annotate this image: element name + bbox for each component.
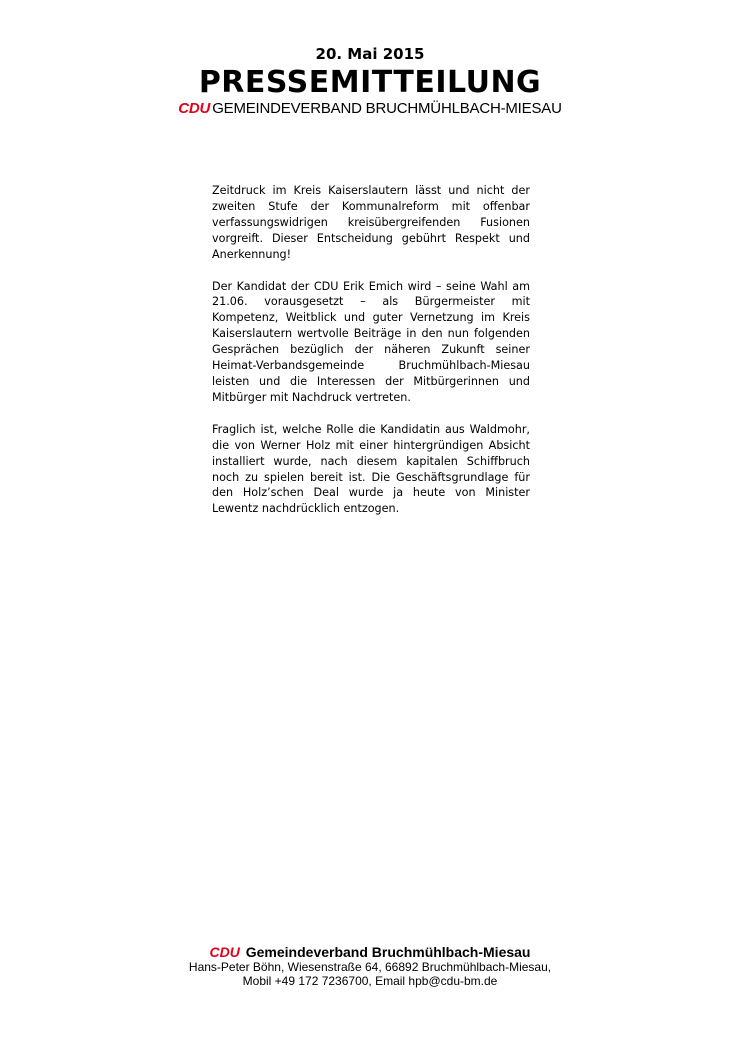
release-date: 20. Mai 2015 <box>315 45 425 63</box>
footer-organization-line <box>0 944 740 961</box>
footer-address: Hans-Peter Böhn, Wiesenstraße 64, 66892 Bruchmühlbach-Miesau, <box>188 960 552 974</box>
footer-contact: Mobil +49 172 7236700, Email hpb@cdu-bm.de <box>242 973 498 988</box>
cdu-logo-text: CDU <box>178 100 211 117</box>
header-organization-name: GEMEINDEVERBAND BRUCHMÜHLBACH-MIESAU <box>212 100 562 117</box>
body-paragraph-3: Fraglich ist, welche Rolle die Kandidatin aus Waldmohr, die von Werner Holz mit einer hintergründigen Absicht installiert wurde, nach diesem kapitalen Schiffbruch noch zu spielen bereit ist. Die Geschäftsgrundlage für den Holz’schen Deal wurde ja heute von Minister Lewentz nachdrücklich entzogen. <box>212 422 530 516</box>
press-release-footer <box>0 944 740 988</box>
footer-organization-name: Gemeindeverband Bruchmühlbach-Miesau <box>245 944 531 960</box>
page-title: PRESSEMITTEILUNG <box>198 65 542 100</box>
press-release-body <box>212 183 530 533</box>
header-organization-line <box>0 100 740 118</box>
press-release-header <box>0 44 740 118</box>
body-paragraph-1: Zeitdruck im Kreis Kaiserslautern lässt und nicht der zweiten Stufe der Kommunalreform mit offenbar verfassungswidrigen kreisübergreifenden Fusionen vorgreift. Dieser Entscheidung gebührt Respekt und Anerkennung! <box>212 184 530 261</box>
footer-cdu-logo-text: CDU <box>209 944 240 960</box>
body-paragraph-2: Der Kandidat der CDU Erik Emich wird – seine Wahl am 21.06. vorausgesetzt – als Bürgermeister mit Kompetenz, Weitblick und guter Vernetzung im Kreis Kaiserslautern wertvolle Beiträge in den nun folgenden Gesprächen bezüglich der näheren Zukunft seiner Heimat-Verbandsgemeinde Bruchmühlbach-Miesau leisten und die Interessen der Mitbürgerinnen und Mitbürger mit Nachdruck vertreten. <box>212 279 530 404</box>
